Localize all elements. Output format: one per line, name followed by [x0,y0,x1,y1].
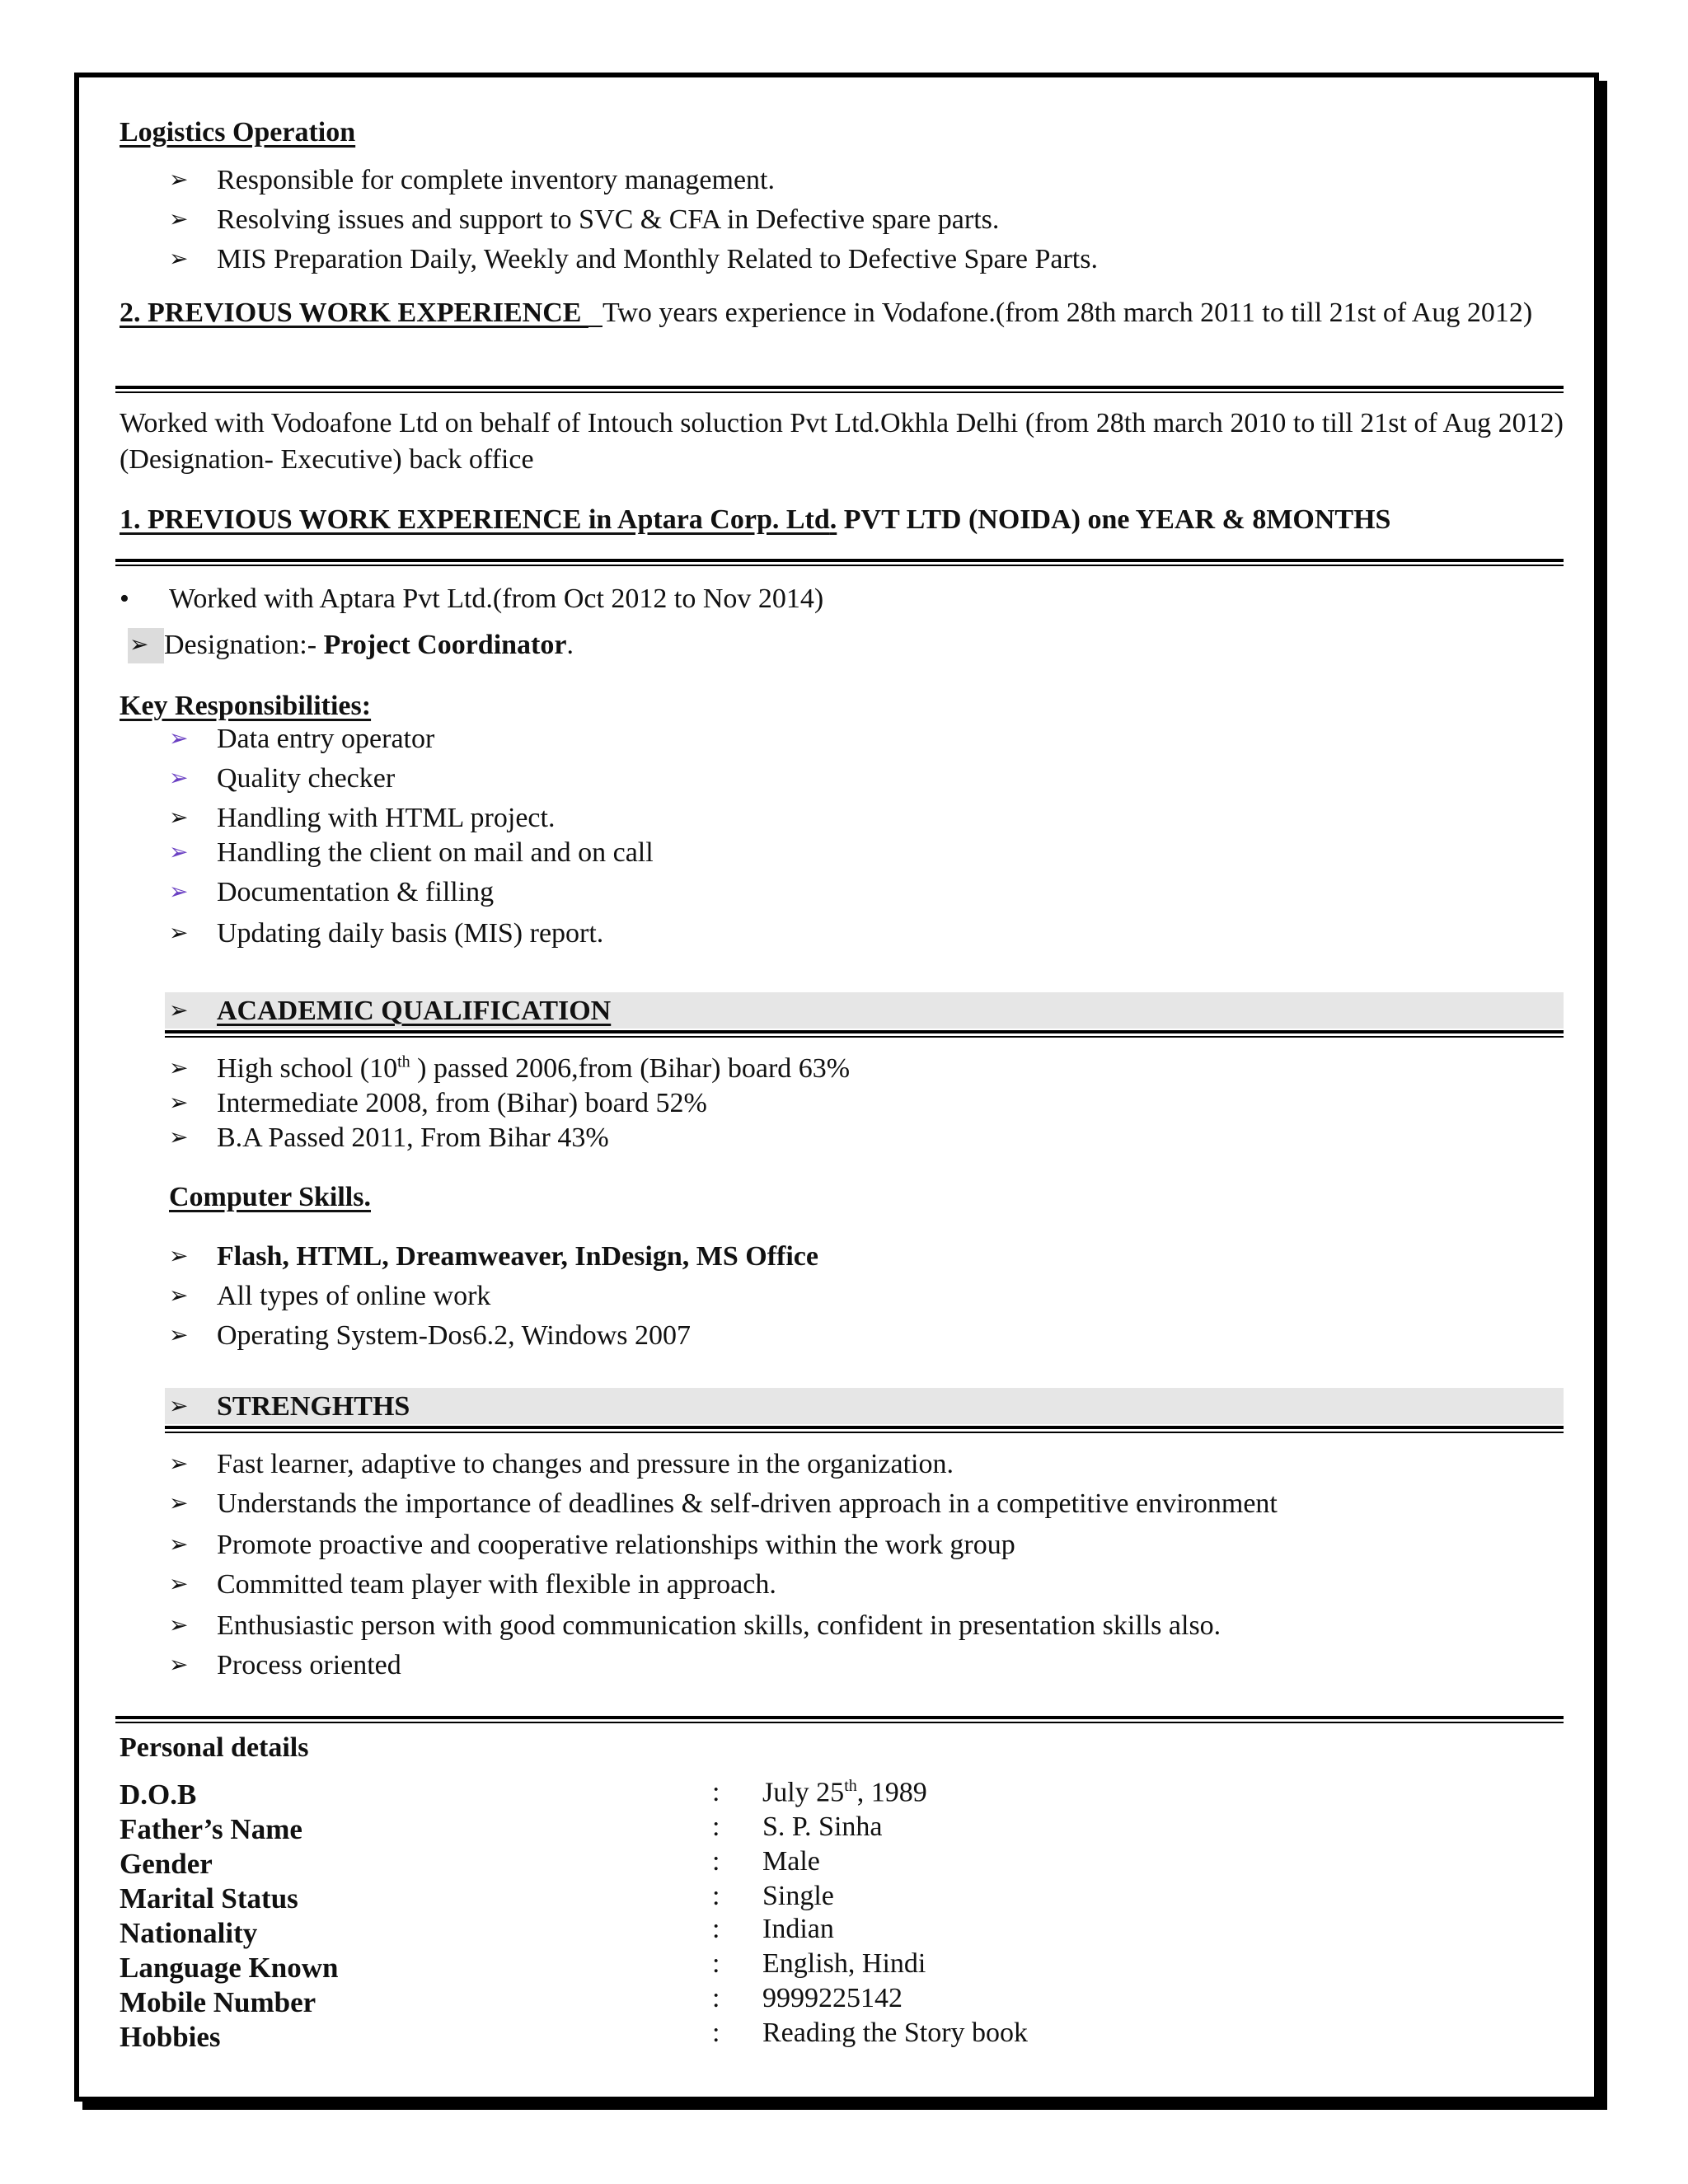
arrow-bullet-icon: ➢ [169,1611,189,1638]
list-item: ➢ Committed team player with flexible in approach. [169,1569,776,1600]
list-item: ➢ Handling the client on mail and on call [169,837,654,868]
mobile-number-label: Mobile Number [120,1986,316,2018]
nationality-label: Nationality [120,1917,258,1949]
arrow-bullet-icon: ➢ [169,1123,189,1151]
divider [115,559,1564,566]
marital-status-value: Single [762,1881,834,1911]
arrow-bullet-icon: ➢ [169,1392,189,1419]
list-item: ➢ Enthusiastic person with good communication skills, confident in presentation skills also. [169,1610,1221,1641]
dob-value: July 25th, 1989 [762,1777,927,1808]
arrow-bullet-icon: ➢ [169,245,189,272]
arrow-bullet-icon: ➢ [169,838,189,865]
arrow-bullet-icon: ➢ [169,205,189,232]
logistics-heading: Logistics Operation [120,117,356,148]
list-item: • Worked with Aptara Pvt Ltd.(from Oct 2012 to Nov 2014) [120,582,823,617]
gender-value: Male [762,1846,820,1877]
arrow-bullet-icon: ➢ [169,1054,189,1081]
colon: : [712,1777,720,1807]
list-item: ➢ Process oriented [169,1650,401,1680]
list-item: ➢ Data entry operator [169,724,435,754]
hobbies-value: Reading the Story book [762,2018,1029,2048]
arrow-bullet-icon: ➢ [169,724,189,752]
list-item: ➢ Flash, HTML, Dreamweaver, InDesign, MS Office [169,1241,818,1272]
personal-details-heading: Personal details [120,1732,309,1763]
marital-status-label: Marital Status [120,1882,298,1915]
hobbies-label: Hobbies [120,2021,221,2053]
arrow-bullet-icon: ➢ [169,166,189,193]
strengths-heading: ➢ STRENGHTHS [169,1391,410,1422]
colon: : [712,1846,720,1877]
arrow-bullet-icon: ➢ [169,764,189,791]
arrow-bullet-icon: ➢ [169,1530,189,1558]
arrow-bullet-icon: ➢ [169,919,189,946]
colon: : [712,1983,720,2013]
divider [115,386,1564,393]
list-item: ➢ Promote proactive and cooperative relationships within the work group [169,1530,1015,1560]
list-item: ➢ Intermediate 2008, from (Bihar) board 52% [169,1088,707,1118]
divider [165,1426,1564,1433]
list-item: ➢ Resolving issues and support to SVC & CFA in Defective spare parts. [169,204,1000,235]
gender-label: Gender [120,1848,213,1880]
arrow-bullet-icon: ➢ [169,804,189,831]
dob-label: D.O.B [120,1779,197,1811]
arrow-bullet-icon: ➢ [169,1651,189,1678]
prev-experience-2: 2. PREVIOUS WORK EXPERIENCE Two years experience in Vodafone.(from 28th march 2011 to till 21st of Aug 2012) [120,298,1533,328]
dot-bullet-icon: • [120,583,129,614]
arrow-bullet-icon: ➢ [169,1242,189,1269]
list-item: ➢ Responsible for complete inventory management. [169,165,775,195]
mobile-number-value: 9999225142 [762,1983,903,2013]
list-item: ➢ All types of online work [169,1281,491,1311]
fathers-name-value: S. P. Sinha [762,1811,883,1842]
divider [165,1030,1564,1038]
divider [115,1716,1564,1723]
list-item: ➢ B.A Passed 2011, From Bihar 43% [169,1122,609,1153]
prev-experience-1-heading: 1. PREVIOUS WORK EXPERIENCE in Aptara Corp. Ltd. PVT LTD (NOIDA) one YEAR & 8MONTHS [120,504,1391,535]
list-item: ➢ Documentation & filling [169,877,495,907]
colon: : [712,1948,720,1979]
arrow-bullet-icon: ➢ [169,1489,189,1516]
list-item: ➢ MIS Preparation Daily, Weekly and Monthly Related to Defective Spare Parts. [169,244,1098,274]
designation-value: Project Coordinator [323,630,567,660]
language-known-value: English, Hindi [762,1948,926,1979]
colon: : [712,1811,720,1842]
arrow-bullet-icon: ➢ [169,878,189,905]
nationality-value: Indian [762,1914,834,1944]
fathers-name-label: Father’s Name [120,1813,302,1845]
colon: : [712,1881,720,1911]
list-item: ➢ Handling with HTML project. [169,803,556,833]
prev-experience-2-heading: 2. PREVIOUS WORK EXPERIENCE [120,298,588,328]
arrow-bullet-icon: ➢ [169,1450,189,1477]
arrow-bullet-icon: ➢ [169,1282,189,1309]
key-responsibilities-heading: Key Responsibilities: [120,691,372,721]
academic-heading: ➢ ACADEMIC QUALIFICATION [169,996,612,1026]
colon: : [712,2018,720,2048]
list-item: ➢ High school (10th ) passed 2006,from (Bihar) board 63% [169,1052,851,1084]
prev-experience-2-detail: Worked with Vodoafone Ltd on behalf of Intouch soluction Pvt Ltd.Okhla Delhi (from 28th march 2010 to till 21st of Aug 2012) (Designation- Executive) back office [120,408,1564,476]
list-item: ➢ Fast learner, adaptive to changes and pressure in the organization. [169,1449,954,1479]
computer-skills-heading: Computer Skills. [169,1182,371,1212]
designation-line: ➢ Designation:- Project Coordinator. [128,628,574,663]
colon: : [712,1914,720,1944]
arrow-bullet-icon: ➢ [169,1089,189,1116]
list-item: ➢ Quality checker [169,763,396,794]
list-item: ➢ Operating System-Dos6.2, Windows 2007 [169,1320,692,1351]
list-item: ➢ Understands the importance of deadlines & self-driven approach in a competitive environment [169,1488,1278,1519]
arrow-bullet-icon: ➢ [169,996,189,1024]
arrow-bullet-icon: ➢ [169,1570,189,1597]
arrow-bullet-icon: ➢ [169,1321,189,1348]
language-known-label: Language Known [120,1952,339,1984]
list-item: ➢ Updating daily basis (MIS) report. [169,918,604,949]
arrow-bullet-icon: ➢ [129,630,149,658]
